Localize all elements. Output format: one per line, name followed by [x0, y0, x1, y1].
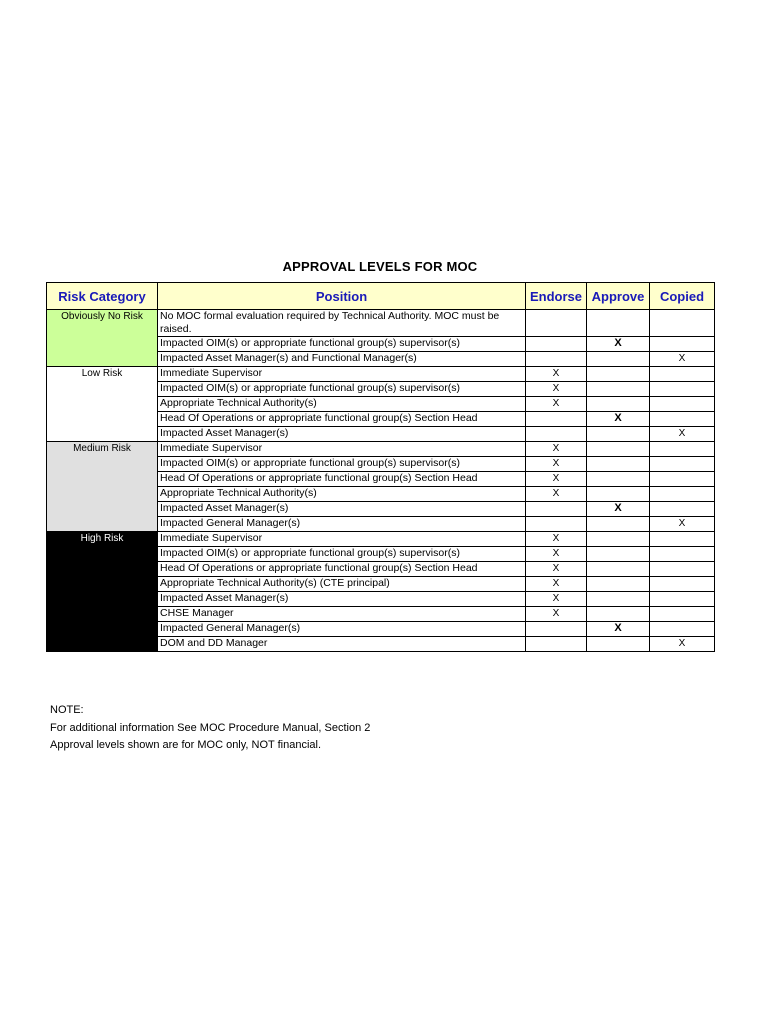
table-row — [47, 310, 715, 337]
note-line-financial: Approval levels shown are for MOC only, NOT financial. — [50, 739, 322, 751]
endorse-mark: X — [526, 442, 587, 457]
endorse-mark: X — [526, 472, 587, 487]
table-row — [47, 367, 715, 382]
endorse-mark: X — [526, 562, 587, 577]
header-approve: Approve — [587, 283, 650, 310]
table-body — [47, 310, 715, 652]
endorse-mark — [526, 427, 587, 442]
position-cell: Impacted OIM(s) or appropriate functional group(s) supervisor(s) — [158, 337, 526, 352]
approve-mark — [587, 592, 650, 607]
endorse-mark: X — [526, 487, 587, 502]
table-row — [47, 442, 715, 457]
approve-mark — [587, 427, 650, 442]
endorse-mark — [526, 352, 587, 367]
copied-mark — [650, 622, 715, 637]
copied-mark: X — [650, 517, 715, 532]
copied-mark — [650, 310, 715, 337]
position-cell: Appropriate Technical Authority(s) — [158, 487, 526, 502]
approve-mark — [587, 367, 650, 382]
endorse-mark — [526, 310, 587, 337]
header-endorse: Endorse — [526, 283, 587, 310]
approve-mark — [587, 397, 650, 412]
approve-mark — [587, 562, 650, 577]
endorse-mark: X — [526, 457, 587, 472]
position-cell: CHSE Manager — [158, 607, 526, 622]
endorse-mark: X — [526, 577, 587, 592]
copied-mark — [650, 397, 715, 412]
note-line-manual: For additional information See MOC Procedure Manual, Section 2 — [50, 721, 371, 734]
copied-mark — [650, 412, 715, 427]
approve-mark — [587, 442, 650, 457]
approve-mark — [587, 457, 650, 472]
notes-section — [50, 702, 370, 755]
risk-category-cell: High Risk — [47, 532, 158, 652]
approval-levels-table — [46, 282, 715, 652]
risk-category-cell: Low Risk — [47, 367, 158, 442]
endorse-mark: X — [526, 397, 587, 412]
position-cell: Head Of Operations or appropriate functional group(s) Section Head — [158, 562, 526, 577]
copied-mark — [650, 457, 715, 472]
endorse-mark — [526, 337, 587, 352]
endorse-mark: X — [526, 607, 587, 622]
approve-mark — [587, 547, 650, 562]
copied-mark — [650, 382, 715, 397]
copied-mark — [650, 607, 715, 622]
position-cell: No MOC formal evaluation required by Technical Authority. MOC must be raised. — [158, 310, 526, 337]
endorse-mark — [526, 502, 587, 517]
approve-mark — [587, 382, 650, 397]
copied-mark — [650, 472, 715, 487]
endorse-mark: X — [526, 547, 587, 562]
copied-mark — [650, 487, 715, 502]
endorse-mark — [526, 517, 587, 532]
approve-mark — [587, 310, 650, 337]
copied-mark — [650, 547, 715, 562]
approve-mark: X — [587, 622, 650, 637]
position-cell: Impacted OIM(s) or appropriate functional group(s) supervisor(s) — [158, 457, 526, 472]
note-heading: NOTE: — [50, 704, 84, 716]
endorse-mark — [526, 622, 587, 637]
endorse-mark: X — [526, 592, 587, 607]
position-cell: Head Of Operations or appropriate functional group(s) Section Head — [158, 472, 526, 487]
position-cell: DOM and DD Manager — [158, 637, 526, 652]
position-cell: Impacted Asset Manager(s) — [158, 502, 526, 517]
table-header-row — [47, 283, 715, 310]
risk-category-cell: Medium Risk — [47, 442, 158, 532]
endorse-mark: X — [526, 382, 587, 397]
approve-mark — [587, 517, 650, 532]
position-cell: Impacted General Manager(s) — [158, 622, 526, 637]
approve-mark — [587, 532, 650, 547]
copied-mark — [650, 502, 715, 517]
position-cell: Immediate Supervisor — [158, 367, 526, 382]
copied-mark: X — [650, 352, 715, 367]
copied-mark — [650, 532, 715, 547]
approve-mark — [587, 472, 650, 487]
endorse-mark — [526, 637, 587, 652]
position-cell: Immediate Supervisor — [158, 532, 526, 547]
approve-mark: X — [587, 337, 650, 352]
position-cell: Impacted OIM(s) or appropriate functional group(s) supervisor(s) — [158, 547, 526, 562]
copied-mark: X — [650, 637, 715, 652]
copied-mark — [650, 337, 715, 352]
endorse-mark: X — [526, 367, 587, 382]
header-risk-category: Risk Category — [47, 283, 158, 310]
position-cell: Immediate Supervisor — [158, 442, 526, 457]
approve-mark: X — [587, 502, 650, 517]
position-cell: Impacted Asset Manager(s) — [158, 592, 526, 607]
header-copied: Copied — [650, 283, 715, 310]
approve-mark — [587, 577, 650, 592]
position-cell: Impacted OIM(s) or appropriate functional group(s) supervisor(s) — [158, 382, 526, 397]
position-cell: Impacted Asset Manager(s) and Functional Manager(s) — [158, 352, 526, 367]
header-position: Position — [158, 283, 526, 310]
approve-mark — [587, 352, 650, 367]
endorse-mark — [526, 412, 587, 427]
copied-mark — [650, 592, 715, 607]
document-title: APPROVAL LEVELS FOR MOC — [282, 259, 478, 274]
approve-mark — [587, 637, 650, 652]
position-cell: Impacted Asset Manager(s) — [158, 427, 526, 442]
endorse-mark: X — [526, 532, 587, 547]
position-cell: Impacted General Manager(s) — [158, 517, 526, 532]
risk-category-cell: Obviously No Risk — [47, 310, 158, 367]
position-cell: Appropriate Technical Authority(s) — [158, 397, 526, 412]
position-cell: Head Of Operations or appropriate functional group(s) Section Head — [158, 412, 526, 427]
table-row — [47, 532, 715, 547]
approve-mark — [587, 487, 650, 502]
position-cell: Appropriate Technical Authority(s) (CTE principal) — [158, 577, 526, 592]
copied-mark — [650, 367, 715, 382]
approve-mark: X — [587, 412, 650, 427]
copied-mark — [650, 442, 715, 457]
approve-mark — [587, 607, 650, 622]
copied-mark — [650, 577, 715, 592]
copied-mark — [650, 562, 715, 577]
copied-mark: X — [650, 427, 715, 442]
